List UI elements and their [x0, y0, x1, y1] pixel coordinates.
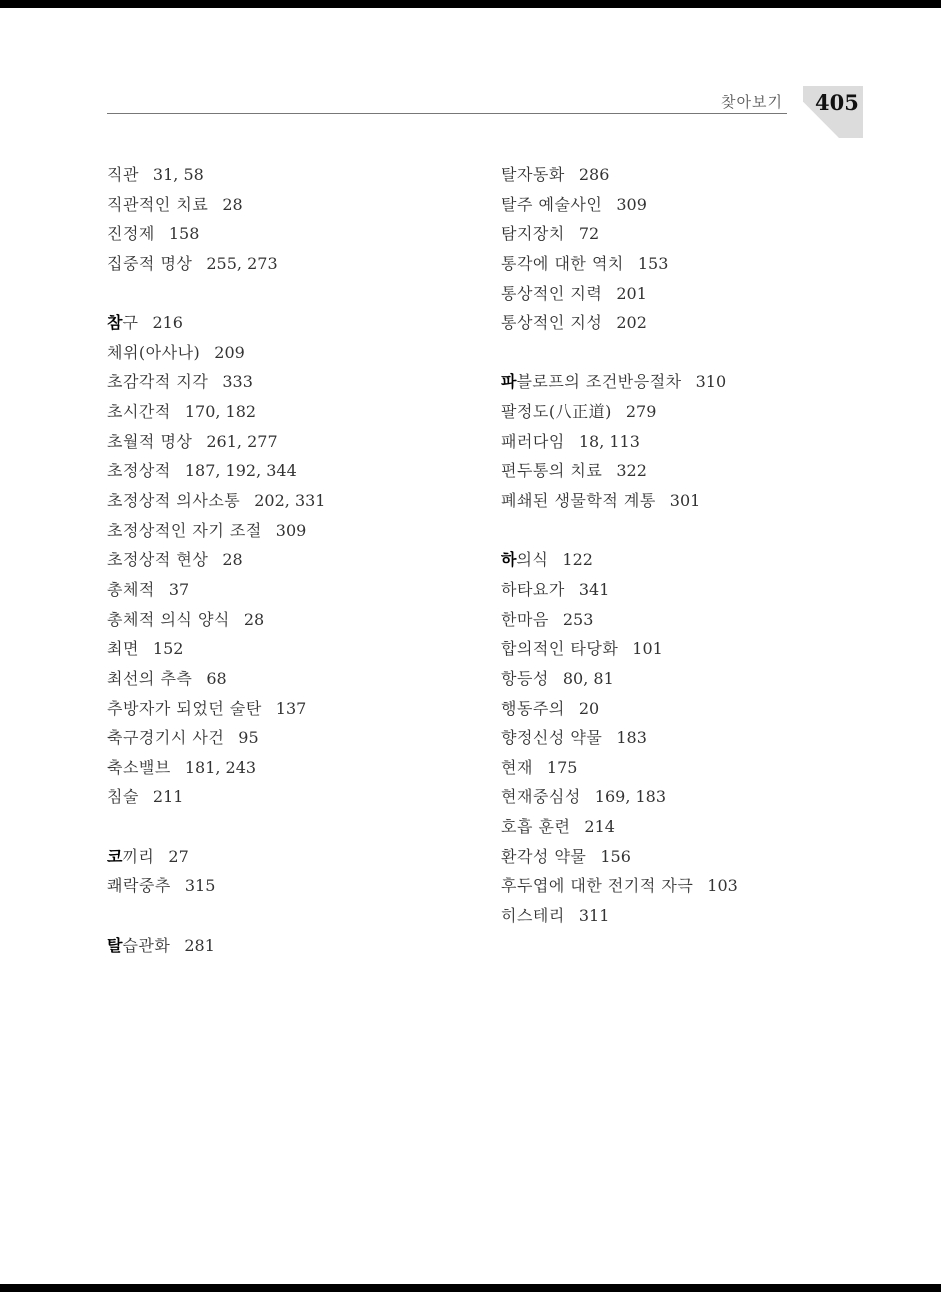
index-entry: [107, 338, 325, 368]
index-entry: [107, 782, 325, 812]
index-page-refs: 175: [546, 757, 578, 777]
index-page-refs: 261, 277: [206, 431, 278, 451]
index-page-refs: 181, 243: [184, 757, 257, 777]
index-entry: [501, 190, 738, 220]
index-term: 합의적인 타당화: [501, 639, 619, 659]
index-page-refs: 28: [243, 609, 265, 629]
index-entry: [107, 605, 325, 635]
index-page-refs: 28: [222, 550, 243, 570]
index-term: 후두엽에 대한 전기적 자극: [501, 876, 694, 896]
index-entry: [501, 308, 738, 338]
index-entry: [107, 249, 325, 279]
index-term: 통상적인 지력: [501, 283, 603, 303]
index-term: 체위(아사나): [107, 342, 201, 362]
group-spacer: [501, 338, 738, 368]
index-group-initial: 참: [107, 313, 123, 333]
index-term: 최선의 추측: [107, 668, 193, 688]
index-page-refs: 315: [184, 876, 216, 896]
index-page-refs: 122: [562, 550, 593, 570]
index-page-refs: 286: [578, 165, 610, 184]
index-page-refs: 209: [214, 342, 245, 362]
index-term: 탈자동화: [501, 165, 565, 184]
index-page-refs: 80, 81: [562, 668, 614, 688]
index-page-refs: 101: [632, 639, 663, 659]
index-term: 통각에 대한 역치: [501, 253, 624, 273]
index-entry: [501, 605, 738, 635]
index-term: 집중적 명상: [107, 253, 193, 273]
index-page-refs: 20: [578, 698, 600, 718]
index-page-refs: 95: [238, 728, 259, 748]
index-entry: [107, 664, 325, 694]
bottom-border: [0, 1284, 941, 1292]
index-page-refs: 72: [578, 224, 600, 244]
index-page-refs: 31, 58: [152, 165, 204, 184]
index-entry: [107, 575, 325, 605]
index-term: 초감각적 지각: [107, 372, 209, 392]
index-entry: [501, 367, 738, 397]
index-entry: [107, 723, 325, 753]
index-entry: [501, 694, 738, 724]
index-term: 총체적: [107, 579, 155, 599]
index-entry: [501, 723, 738, 753]
index-term: 팔정도(八正道): [501, 402, 612, 422]
index-entry: [107, 427, 325, 457]
index-column-left: [107, 160, 325, 960]
index-term: 히스테리: [501, 906, 565, 926]
index-entry: [107, 367, 325, 397]
index-term: 최면: [107, 639, 139, 659]
index-entry: [501, 871, 738, 901]
index-page-refs: 281: [184, 935, 215, 955]
group-spacer: [107, 901, 325, 931]
index-term: 행동주의: [501, 698, 565, 718]
index-entry: [107, 190, 325, 220]
index-page-refs: 309: [275, 520, 307, 540]
index-page-refs: 322: [616, 461, 647, 481]
index-page-refs: 301: [669, 491, 701, 511]
index-term: 습관화: [122, 935, 171, 955]
index-term: 직관: [107, 165, 139, 184]
index-entry: [107, 160, 325, 190]
index-group-initial: 하: [501, 550, 517, 570]
index-term: 축구경기시 사건: [107, 728, 225, 748]
index-page-refs: 137: [275, 698, 307, 718]
header-rule: [107, 113, 787, 114]
index-term: 초정상적인 자기 조절: [107, 520, 262, 540]
index-entry: [501, 219, 738, 249]
index-page-refs: 201: [616, 283, 647, 303]
group-spacer: [107, 812, 325, 842]
index-page-refs: 311: [578, 906, 610, 926]
index-page-refs: 152: [152, 639, 184, 659]
index-term: 초월적 명상: [107, 431, 193, 451]
index-term: 탐지장치: [501, 224, 565, 244]
index-term: 한마음: [501, 609, 549, 629]
index-term: 초시간적: [107, 402, 171, 422]
index-page-refs: 333: [222, 372, 253, 392]
index-term: 축소밸브: [107, 757, 171, 777]
index-page-refs: 211: [152, 787, 184, 807]
top-border: [0, 0, 941, 8]
index-entry: [107, 397, 325, 427]
index-entry: [107, 219, 325, 249]
index-term: 호흡 훈련: [501, 817, 571, 837]
index-term: 폐쇄된 생물학적 계통: [501, 491, 656, 511]
index-page-refs: 279: [625, 402, 657, 422]
index-page-refs: 310: [695, 372, 727, 392]
running-header: 찾아보기: [721, 93, 783, 111]
index-page-refs: 253: [562, 609, 594, 629]
index-page-refs: 27: [168, 846, 189, 866]
index-page-refs: 309: [616, 194, 647, 214]
index-entry: [107, 753, 325, 783]
index-page-refs: 341: [578, 579, 610, 599]
index-term: 하타요가: [501, 579, 565, 599]
index-term: 향정신성 약물: [501, 728, 603, 748]
index-page-refs: 37: [168, 579, 190, 599]
index-page-refs: 169, 183: [594, 787, 667, 807]
index-page-refs: 170, 182: [184, 402, 257, 422]
index-page-refs: 103: [707, 876, 738, 896]
index-entry: [501, 397, 738, 427]
group-spacer: [501, 516, 738, 546]
index-group-initial: 파: [501, 372, 517, 392]
index-term: 진정제: [107, 224, 155, 244]
index-page-refs: 214: [584, 817, 615, 837]
index-page-refs: 216: [152, 313, 183, 333]
index-page-refs: 202: [616, 313, 647, 333]
index-entry: [107, 456, 325, 486]
index-page-refs: 18, 113: [578, 431, 640, 451]
index-page-refs: 28: [222, 194, 243, 214]
index-entry: [501, 427, 738, 457]
index-page-refs: 156: [600, 846, 631, 866]
index-entry: [107, 545, 325, 575]
index-entry: [107, 871, 325, 901]
index-term: 현재중심성: [501, 787, 581, 807]
index-entry: [107, 694, 325, 724]
index-entry: [107, 516, 325, 546]
index-page-refs: 153: [637, 253, 669, 273]
index-term: 패러다임: [501, 431, 565, 451]
group-spacer: [107, 279, 325, 309]
index-entry: [501, 486, 738, 516]
index-term: 추방자가 되었던 술탄: [107, 698, 262, 718]
index-term: 편두통의 치료: [501, 461, 603, 481]
index-page-refs: 255, 273: [206, 253, 278, 273]
index-entry: [107, 486, 325, 516]
index-entry: [501, 634, 738, 664]
index-page-refs: 183: [616, 728, 647, 748]
index-term: 통상적인 지성: [501, 313, 603, 333]
index-term: 초정상적 현상: [107, 550, 209, 570]
index-entry: [501, 753, 738, 783]
index-page-refs: 202, 331: [254, 491, 326, 511]
index-entry: [501, 160, 738, 190]
index-term: 환각성 약물: [501, 846, 587, 866]
index-term: 블로프의 조건반응절차: [516, 372, 682, 392]
index-group-initial: 코: [107, 846, 123, 866]
page-number: 405: [815, 90, 859, 115]
index-term: 총체적 의식 양식: [107, 609, 230, 629]
index-term: 항등성: [501, 668, 549, 688]
index-term: 현재: [501, 757, 533, 777]
index-entry: [501, 575, 738, 605]
index-entry: [501, 279, 738, 309]
index-entry: [501, 782, 738, 812]
index-entry: [501, 812, 738, 842]
index-entry: [501, 664, 738, 694]
index-term: 초정상적: [107, 461, 171, 481]
index-term: 침술: [107, 787, 139, 807]
index-entry: [107, 931, 325, 961]
index-term: 직관적인 치료: [107, 194, 209, 214]
index-term: 초정상적 의사소통: [107, 491, 241, 511]
index-page-refs: 158: [168, 224, 200, 244]
index-term: 구: [122, 313, 139, 333]
index-entry: [501, 456, 738, 486]
index-entry: [107, 842, 325, 872]
index-entry: [501, 901, 738, 931]
index-term: 탈주 예술사인: [501, 194, 603, 214]
index-term: 의식: [516, 550, 549, 570]
index-entry: [501, 545, 738, 575]
index-page-refs: 187, 192, 344: [184, 461, 297, 481]
index-term: 쾌락중추: [107, 876, 171, 896]
index-group-initial: 탈: [107, 935, 123, 955]
index-entry: [107, 308, 325, 338]
index-column-right: [501, 160, 738, 931]
index-page-refs: 68: [206, 668, 227, 688]
index-term: 끼리: [122, 846, 155, 866]
index-entry: [501, 842, 738, 872]
index-entry: [501, 249, 738, 279]
index-entry: [107, 634, 325, 664]
